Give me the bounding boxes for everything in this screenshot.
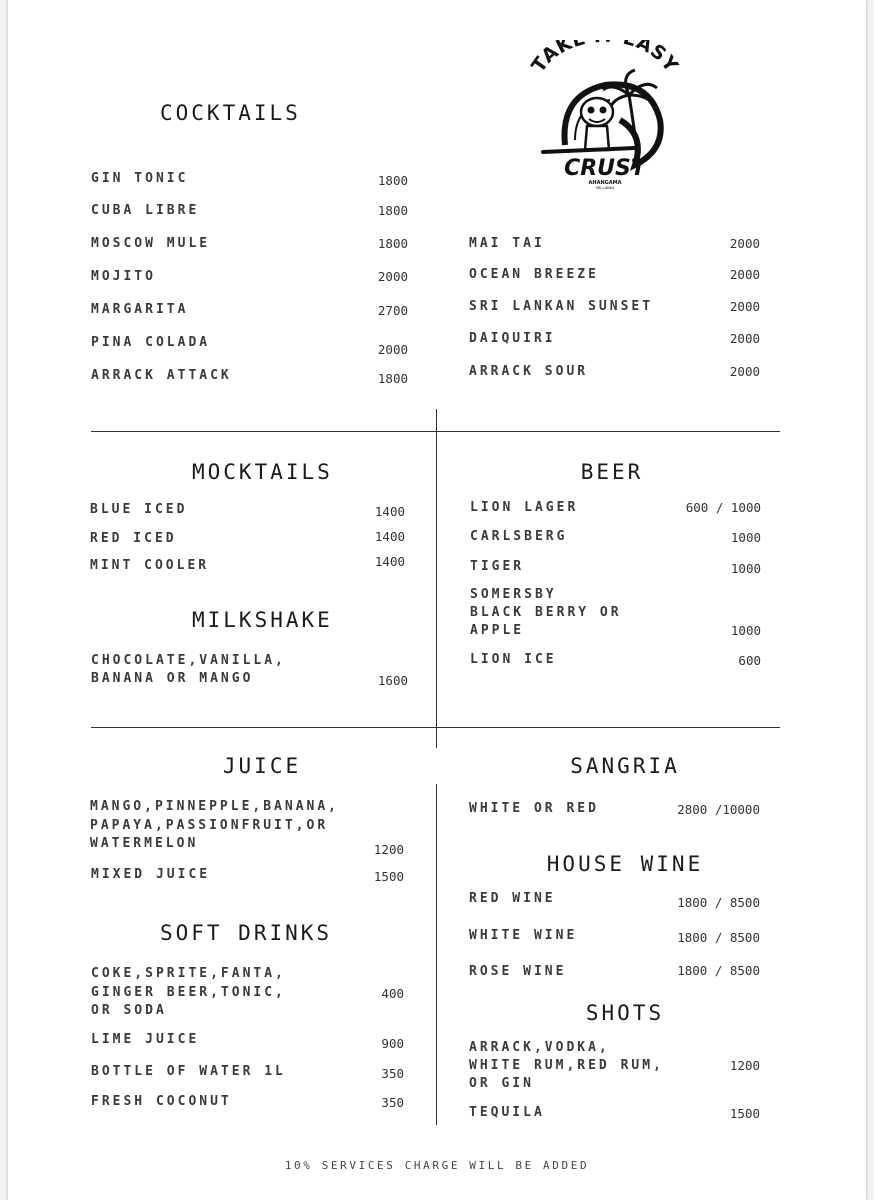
menu-item-price: 2000 <box>729 236 760 251</box>
milkshake-title: MILKSHAKE <box>192 608 333 632</box>
menu-item-name: LIME JUICE <box>91 1032 200 1047</box>
service-charge-note: 10% SERVICES CHARGE WILL BE ADDED <box>284 1159 590 1172</box>
menu-item-name: APPLE <box>470 623 525 638</box>
menu-item-price: 2800 /10000 <box>677 802 760 817</box>
menu-item-name: BANANA OR MANGO <box>91 671 254 686</box>
menu-item-name: TEQUILA <box>469 1105 545 1120</box>
menu-item-name: CHOCOLATE,VANILLA, <box>91 653 286 668</box>
menu-item-name: SOMERSBY <box>470 587 557 602</box>
menu-item-name: FRESH COCONUT <box>91 1094 232 1109</box>
logo-country-text: SRI LANKA <box>595 186 615 190</box>
menu-item-name: BOTTLE OF WATER 1L <box>91 1064 286 1079</box>
menu-item-name: RED ICED <box>90 531 177 546</box>
menu-item-price: 1000 <box>730 561 761 576</box>
logo-location-text: AHANGAMA <box>588 180 622 186</box>
menu-item-name: TIGER <box>470 559 525 574</box>
menu-item-price: 900 <box>381 1036 404 1051</box>
menu-item-name: OR SODA <box>91 1003 167 1018</box>
beer-title: BEER <box>580 460 644 484</box>
menu-item-price: 1000 <box>730 530 761 545</box>
menu-item-price: 350 <box>381 1066 404 1081</box>
menu-item-name: MANGO,PINNEPPLE,BANANA, <box>90 799 340 814</box>
menu-item-price: 1400 <box>374 554 405 569</box>
menu-item-name: OR GIN <box>469 1076 534 1091</box>
menu-item-name: CUBA LIBRE <box>91 203 200 218</box>
house-wine-title: HOUSE WINE <box>546 852 704 876</box>
menu-item-name: DAIQUIRI <box>469 331 556 346</box>
menu-item-price: 1800 / 8500 <box>677 963 760 978</box>
menu-item-name: LION LAGER <box>470 500 579 515</box>
menu-item-price: 2000 <box>729 267 760 282</box>
menu-item-name: ARRACK ATTACK <box>91 368 232 383</box>
menu-item-price: 2000 <box>377 342 408 357</box>
menu-item-price: 2000 <box>377 269 408 284</box>
menu-item-name: GIN TONIC <box>91 171 189 186</box>
menu-item-price: 1800 / 8500 <box>677 930 760 945</box>
menu-item-price: 1800 / 8500 <box>677 895 760 910</box>
menu-item-price: 1500 <box>729 1106 760 1121</box>
menu-item-name: MOJITO <box>91 269 156 284</box>
menu-item-price: 1000 <box>730 623 761 638</box>
menu-item-price: 1800 <box>377 371 408 386</box>
menu-item-price: 1400 <box>374 529 405 544</box>
juice-title: JUICE <box>222 754 302 778</box>
menu-item-name: MARGARITA <box>91 302 189 317</box>
menu-item-name: ROSE WINE <box>469 964 567 979</box>
mocktails-title: MOCKTAILS <box>192 460 333 484</box>
menu-item-name: COKE,SPRITE,FANTA, <box>91 966 286 981</box>
menu-item-price: 2000 <box>729 331 760 346</box>
menu-item-name: ARRACK SOUR <box>469 364 589 379</box>
menu-item-name: CARLSBERG <box>470 529 568 544</box>
menu-item-price: 2000 <box>729 299 760 314</box>
menu-item-price: 2700 <box>377 303 408 318</box>
column-divider <box>436 784 437 1125</box>
menu-item-price: 400 <box>381 986 404 1001</box>
menu-item-name: MOSCOW MULE <box>91 236 211 251</box>
menu-item-name: MAI TAI <box>469 236 545 251</box>
menu-item-price: 1400 <box>374 504 405 519</box>
menu-item-name: OCEAN BREEZE <box>469 267 599 282</box>
menu-item-name: SRI LANKAN SUNSET <box>469 299 654 314</box>
menu-item-price: 1800 <box>377 173 408 188</box>
logo-top-text: TAK ASY <box>527 40 680 77</box>
menu-item-name: MINT COOLER <box>90 558 210 573</box>
menu-item-price: 1200 <box>373 842 404 857</box>
soft-drinks-title: SOFT DRINKS <box>159 921 333 945</box>
menu-item-name: MIXED JUICE <box>91 867 211 882</box>
menu-item-name: GINGER BEER,TONIC, <box>91 985 286 1000</box>
menu-item-price: 600 / 1000 <box>685 500 761 515</box>
menu-item-price: 600 <box>738 653 761 668</box>
section-divider <box>91 727 780 728</box>
menu-item-price: 2000 <box>729 364 760 379</box>
take-it-easy-crust-logo <box>525 40 680 190</box>
cocktails-title: COCKTAILS <box>160 101 301 125</box>
menu-item-name: WHITE OR RED <box>469 801 599 816</box>
menu-item-name: WHITE RUM,RED RUM, <box>469 1058 664 1073</box>
sangria-title: SANGRIA <box>570 754 680 778</box>
menu-item-price: 350 <box>381 1095 404 1110</box>
menu-item-name: BLACK BERRY OR <box>470 605 622 620</box>
section-divider <box>91 431 780 432</box>
menu-item-name: BLUE ICED <box>90 502 188 517</box>
menu-item-name: PINA COLADA <box>91 335 211 350</box>
menu-item-price: 1800 <box>377 203 408 218</box>
shots-title: SHOTS <box>585 1001 665 1025</box>
menu-item-price: 1600 <box>377 673 408 688</box>
menu-item-name: WHITE WINE <box>469 928 578 943</box>
logo-brand-text: CRUST <box>564 156 646 181</box>
menu-item-name: WATERMELON <box>90 836 199 851</box>
menu-item-price: 1500 <box>373 869 404 884</box>
svg-text:TAKE IT EASY <box>527 40 680 76</box>
menu-item-price: 1800 <box>377 236 408 251</box>
logo-graphic <box>525 40 680 190</box>
menu-item-price: 1200 <box>729 1058 760 1073</box>
menu-item-name: ARRACK,VODKA, <box>469 1040 610 1055</box>
menu-item-name: RED WINE <box>469 891 556 906</box>
menu-item-name: LION ICE <box>470 652 557 667</box>
column-divider <box>436 409 437 748</box>
menu-item-name: PAPAYA,PASSIONFRUIT,OR <box>90 818 329 833</box>
